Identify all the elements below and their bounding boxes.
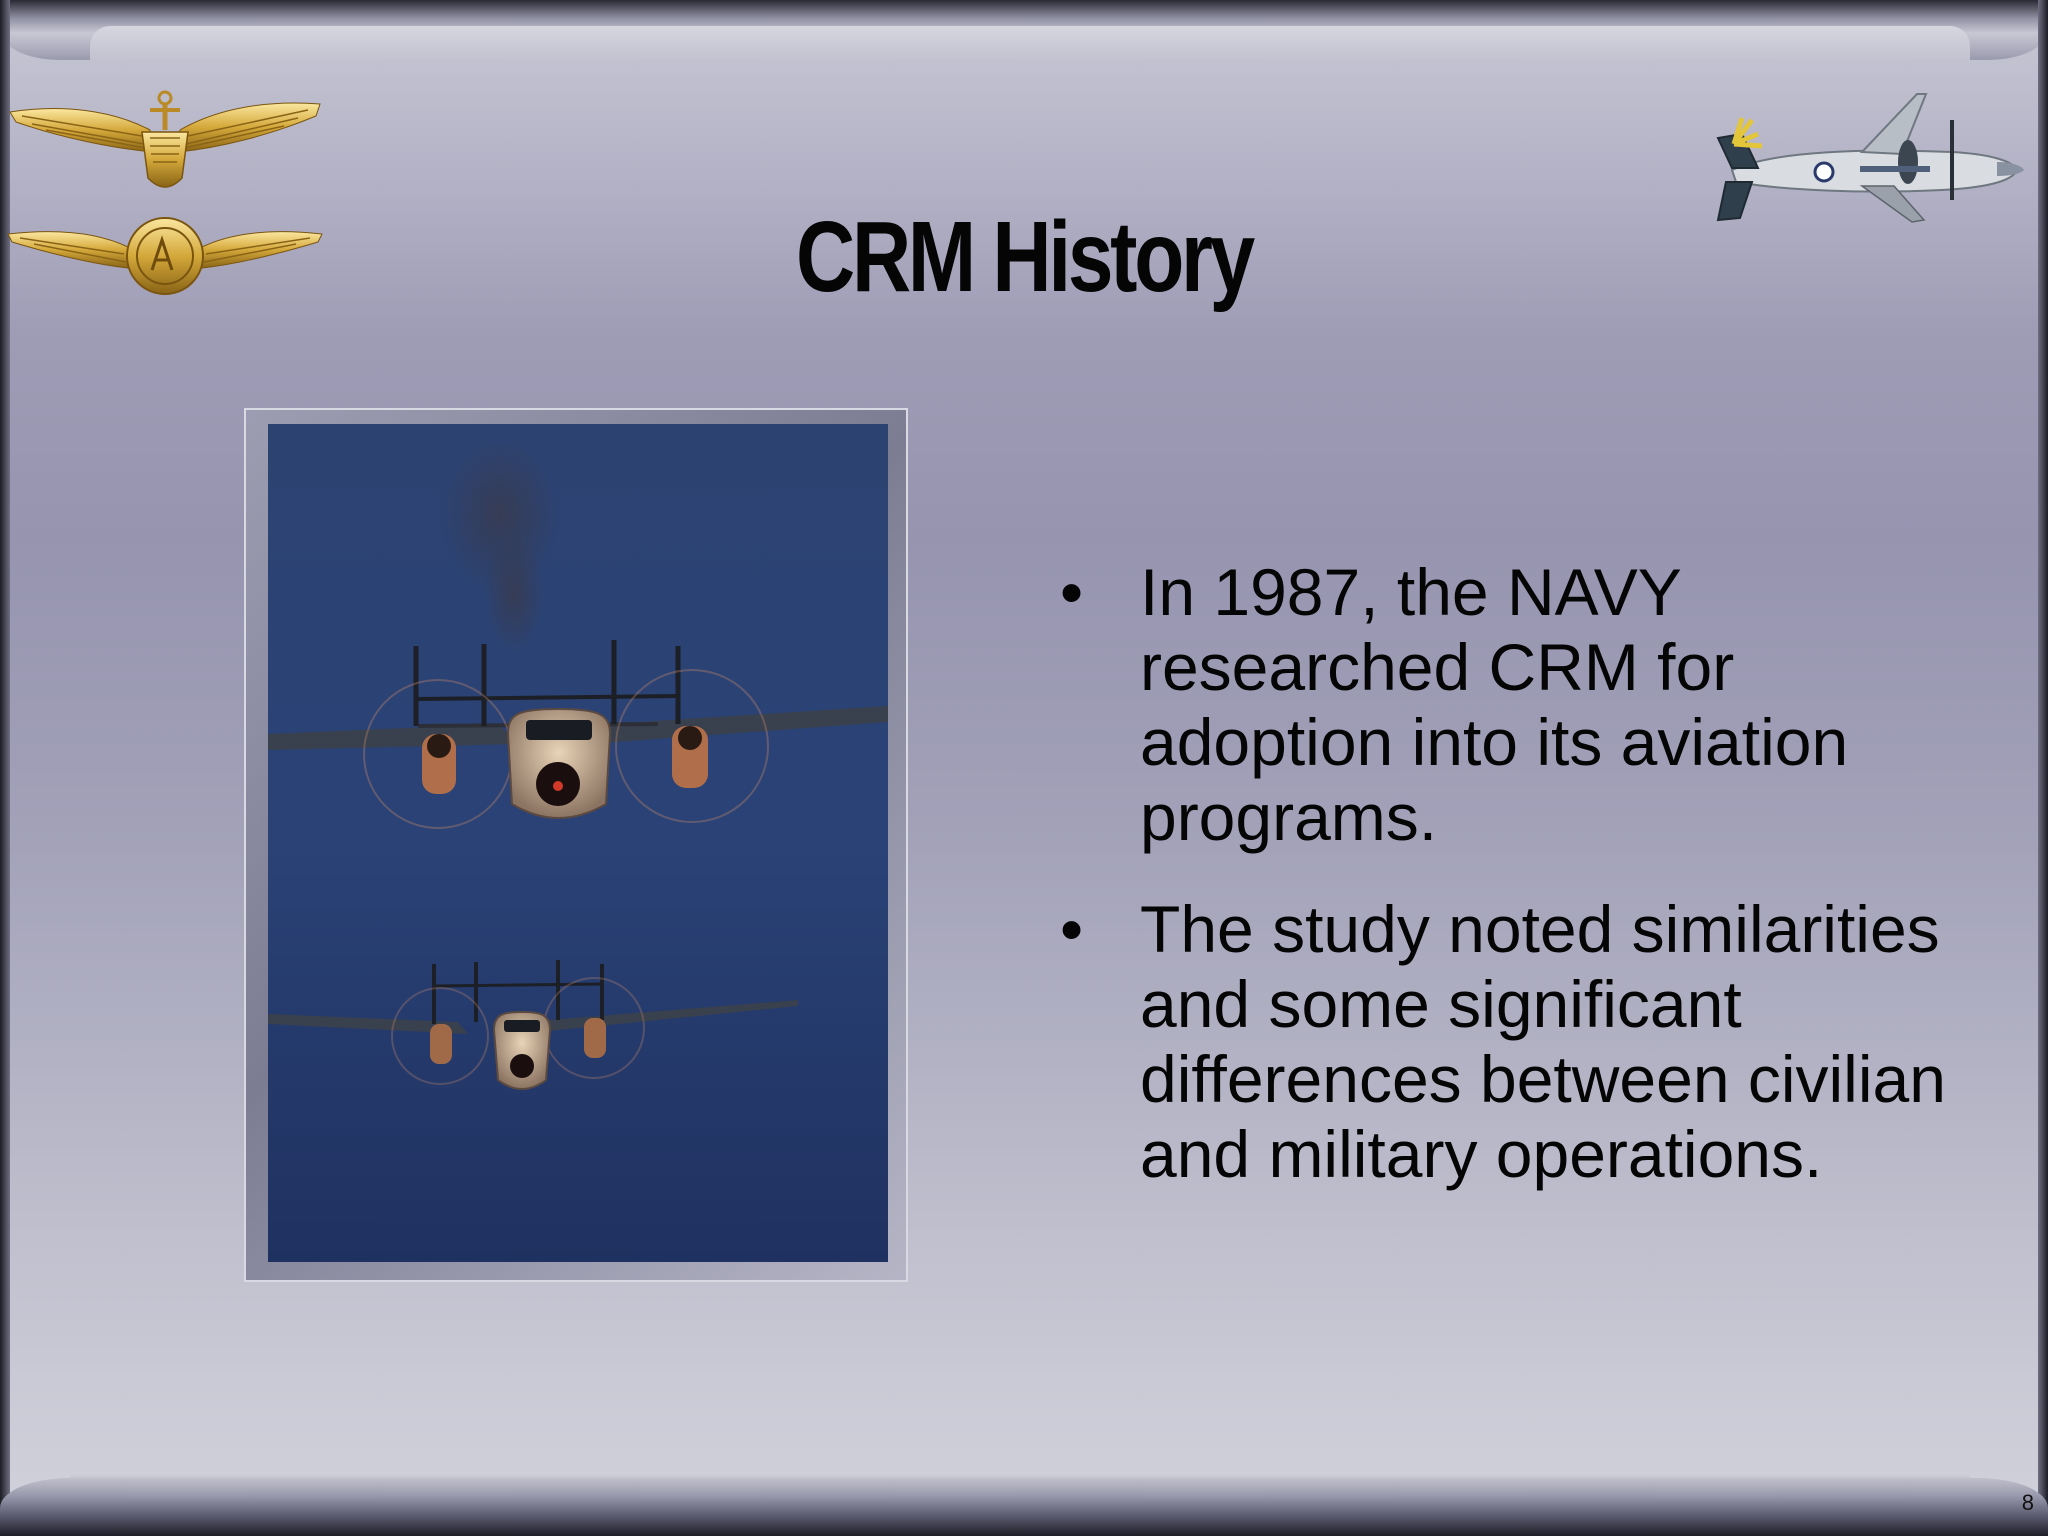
aircraft-formation-photo (268, 424, 888, 1262)
naval-aviator-wings-icon (2, 82, 328, 204)
bottom-frame-bevel (0, 1478, 2048, 1536)
right-frame-edge (2038, 0, 2048, 1536)
slide-number: 8 (2021, 1490, 2034, 1515)
bullet-list (1060, 555, 1980, 1229)
bullet-item (1060, 555, 1980, 855)
bullet-marker: • (1060, 892, 1084, 966)
bullet-marker: • (1060, 555, 1084, 629)
bullet-text: The study noted similarities and some significant differences between civilian and military operations. (1140, 892, 1946, 1191)
bullet-text: In 1987, the NAVY researched CRM for adoption into its aviation programs. (1140, 555, 1849, 854)
slide-title: CRM History (796, 201, 1252, 313)
top-frame-inner (90, 26, 1970, 60)
bullet-item (1060, 892, 1980, 1192)
